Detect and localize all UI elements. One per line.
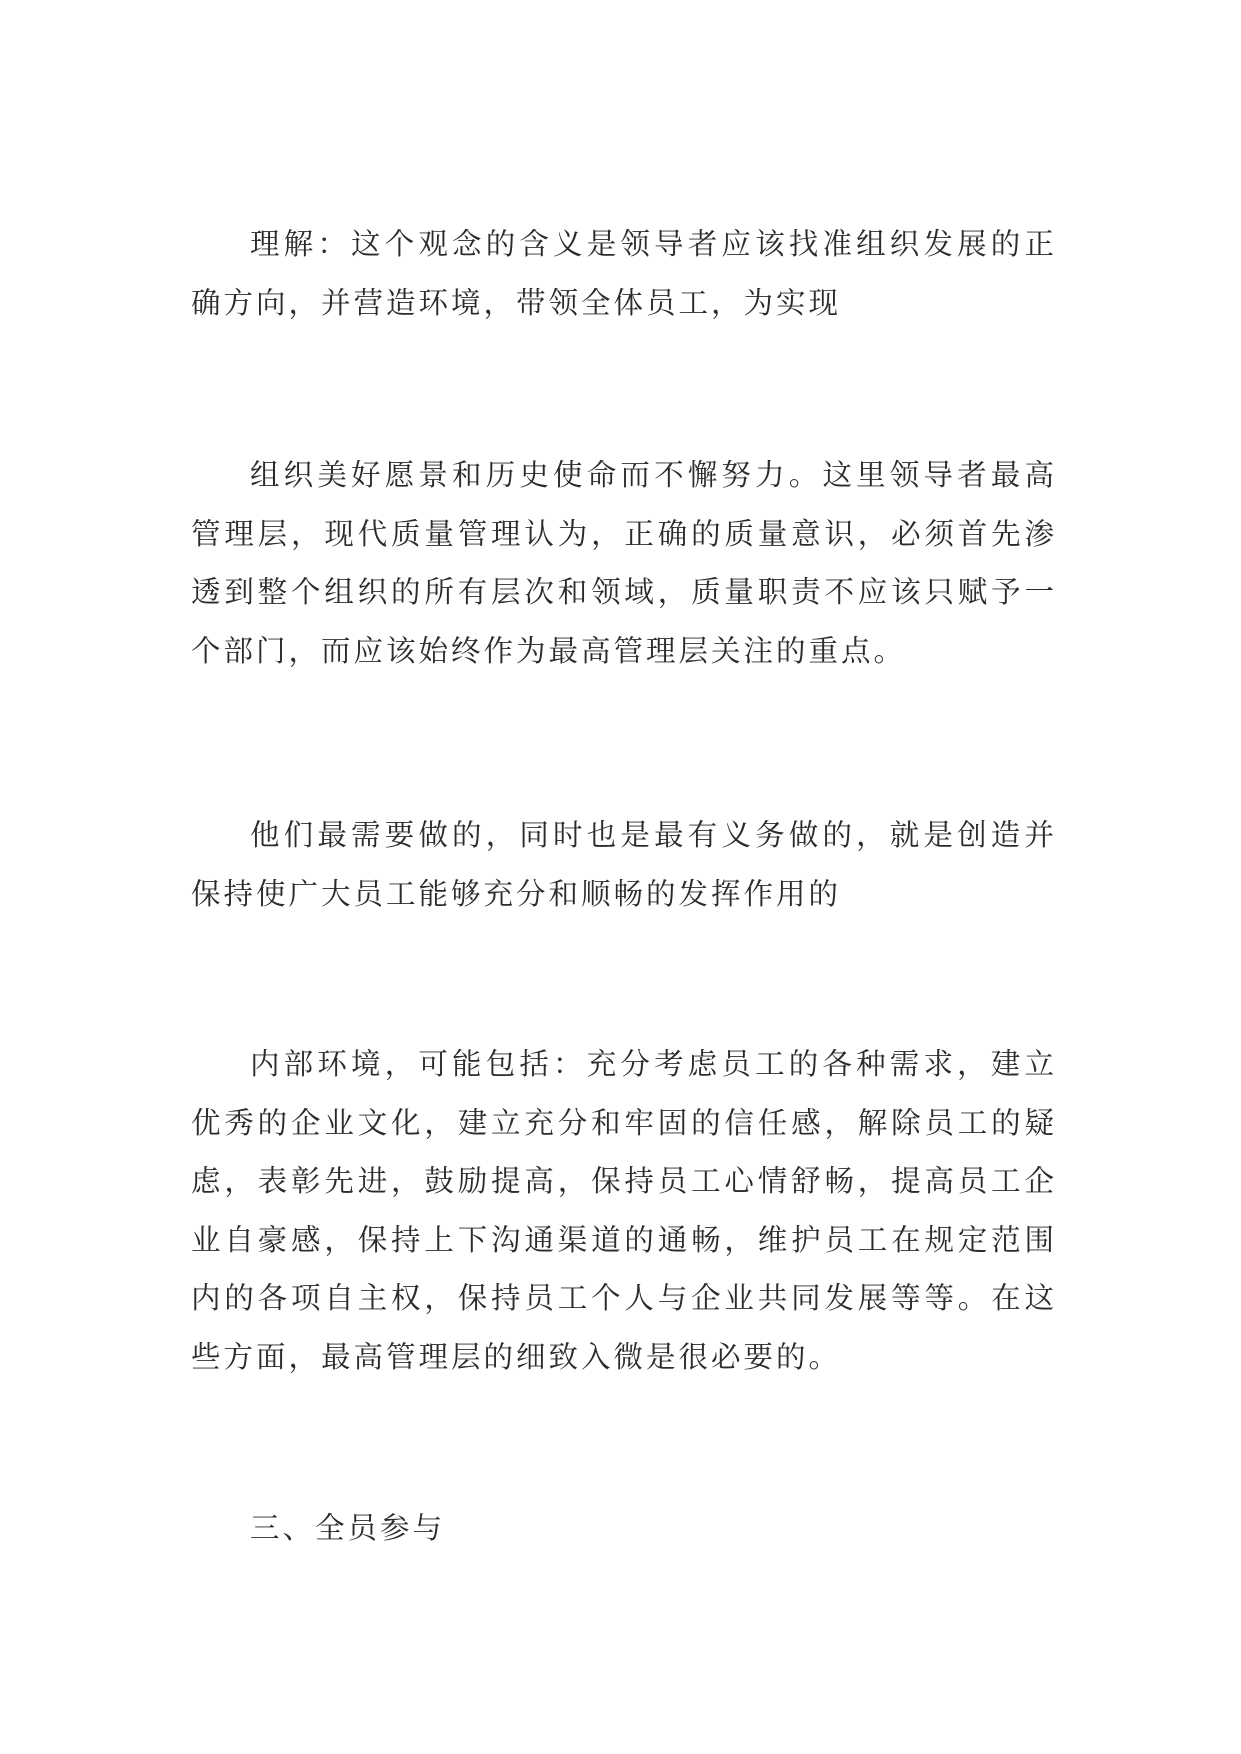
paragraph-leadership-understanding: 理解：这个观念的含义是领导者应该找准组织发展的正确方向，并营造环境，带领全体员工，为实现 bbox=[191, 227, 1057, 320]
section-heading-full-participation: 三、全员参与 bbox=[250, 1511, 446, 1545]
paragraph-top-management-quality: 组织美好愿景和历史使命而不懈努力。这里领导者最高管理层，现代质量管理认为，正确的质量意识，必须首先渗透到整个组织的所有层次和领域，质量职责不应该只赋予一个部门，而应该始终作为最高管理层关注的重点。 bbox=[191, 458, 1057, 668]
paragraph-internal-environment: 内部环境，可能包括：充分考虑员工的各种需求，建立优秀的企业文化，建立充分和牢固的信任感，解除员工的疑虑，表彰先进，鼓励提高，保持员工心情舒畅，提高员工企业自豪感，保持上下沟通渠道的通畅，维护员工在规定范围内的各项自主权，保持员工个人与企业共同发展等等。在这些方面，最高管理层的细致入微是很必要的。 bbox=[191, 1047, 1057, 1374]
paragraph-create-environment: 他们最需要做的，同时也是最有义务做的，就是创造并保持使广大员工能够充分和顺畅的发挥作用的 bbox=[191, 818, 1057, 911]
